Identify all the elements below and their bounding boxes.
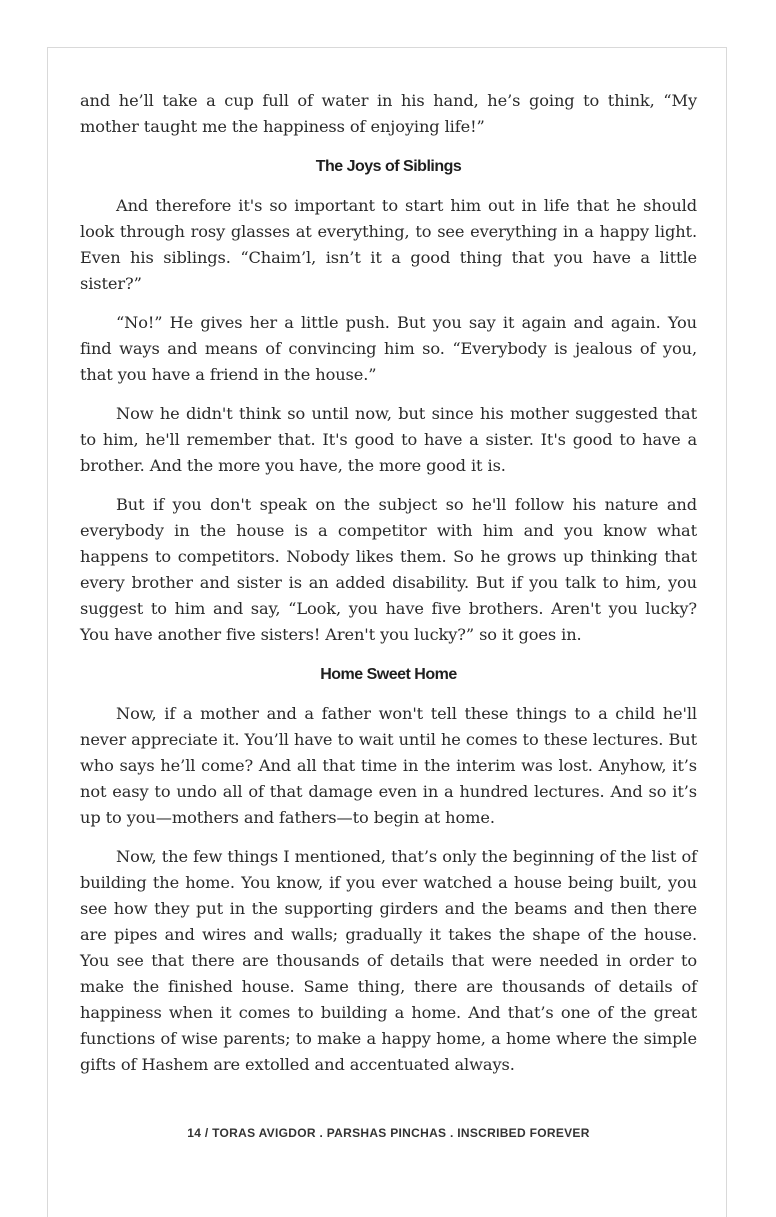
page-footer: 14 / TORAS AVIGDOR . PARSHAS PINCHAS . INSCRIBED FOREVER	[187, 1126, 590, 1140]
paragraph: Now he didn't think so until now, but since his mother suggested that to him, he'll remember that. It's good to have a sister. It's good to have a brother. And the more you have, the more good it is.	[80, 404, 697, 475]
section-heading-joys-of-siblings: The Joys of Siblings	[315, 158, 462, 175]
paragraph: And therefore it's so important to start him out in life that he should look through rosy glasses at everything, to see everything in a happy light. Even his siblings. “Chaim’l, isn’t it a good thing that you have a little sister?”	[80, 196, 697, 293]
paragraph: Now, if a mother and a father won't tell these things to a child he'll never appreciate it. You’ll have to wait until he comes to these lectures. But who says he’ll come? And all that time in the interim was lost. Anyhow, it’s not easy to undo all of that damage even in a hundred lectures. And so it’s up to you—mothers and fathers—to begin at home.	[80, 704, 697, 827]
paragraph-continuation: and he’ll take a cup full of water in his hand, he’s going to think, “My mother taught me the happiness of enjoying life!”	[80, 91, 697, 136]
page-content	[80, 88, 697, 1091]
paragraph: Now, the few things I mentioned, that’s only the beginning of the list of building the home. You know, if you ever watched a house being built, you see how they put in the supporting girders and the beams and then there are pipes and wires and walls; gradually it takes the shape of the house. You see that there are thousands of details that were needed in order to make the finished house. Same thing, there are thousands of details of happiness when it comes to building a home. And that’s one of the great functions of wise parents; to make a happy home, a home where the simple gifts of Hashem are extolled and accentuated always.	[80, 847, 697, 1074]
paragraph: But if you don't speak on the subject so he'll follow his nature and everybody in the house is a competitor with him and you know what happens to competitors. Nobody likes them. So he grows up thinking that every brother and sister is an added disability. But if you talk to him, you suggest to him and say, “Look, you have five brothers. Aren't you lucky? You have another five sisters! Aren't you lucky?” so it goes in.	[80, 495, 697, 644]
section-heading-home-sweet-home: Home Sweet Home	[320, 666, 457, 683]
paragraph: “No!” He gives her a little push. But you say it again and again. You find ways and means of convincing him so. “Everybody is jealous of you, that you have a friend in the house.”	[80, 313, 697, 384]
